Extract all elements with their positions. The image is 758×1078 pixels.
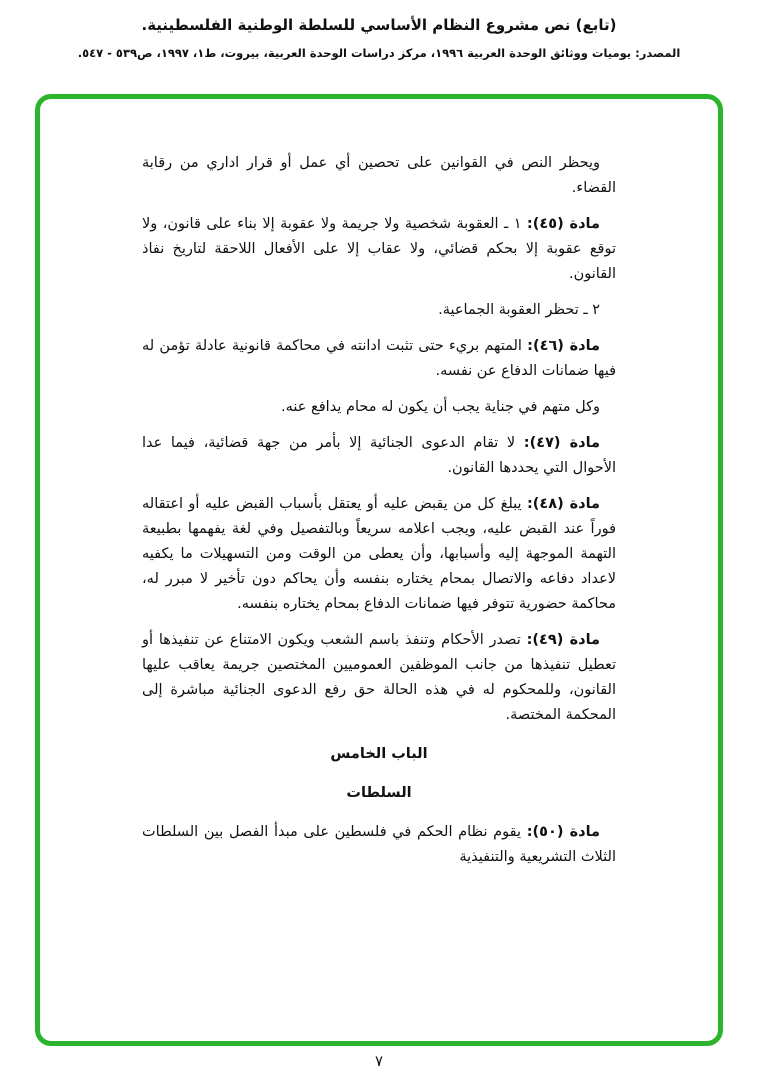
section-heading: السلطات bbox=[346, 785, 412, 801]
paragraph-text: لا تقام الدعوى الجنائية إلا بأمر من جهة قضائية، فيما عدا الأحوال التي يحددها القانون. bbox=[142, 435, 616, 476]
paragraph bbox=[142, 395, 616, 420]
document-body bbox=[40, 99, 718, 870]
article-number: مادة (٤٥): bbox=[526, 216, 600, 232]
paragraph-text: المتهم بريء حتى تثبت ادانته في محاكمة قانونية عادلة تؤمن له فيها ضمانات الدفاع عن نفسه. bbox=[142, 338, 616, 379]
paragraph bbox=[142, 212, 616, 287]
document-frame bbox=[35, 94, 723, 1046]
paragraph bbox=[142, 334, 616, 384]
document-title: (تابع) نص مشروع النظام الأساسي للسلطة الوطنية الفلسطينية. bbox=[141, 16, 617, 34]
document-source: المصدر: يوميات ووثائق الوحدة العربية ١٩٩٦، مركز دراسات الوحدة العربية، بيروت، ط١، ١٩٩٧، ص٥٣٩ - ٥٤٧. bbox=[77, 46, 681, 60]
article-number: مادة (٤٦): bbox=[527, 338, 600, 354]
paragraph bbox=[142, 820, 616, 870]
paragraph-text: تصدر الأحكام وتنفذ باسم الشعب ويكون الامتناع عن تنفيذها أو تعطيل تنفيذها من جانب الموظفين العموميين المختصين جريمة يعاقب عليها القانون، وللمحكوم له في هذه الحالة حق رفع الدعوى الجنائية مباشرة إلى المحكمة المختصة. bbox=[142, 632, 616, 723]
paragraph-text: ويحظر النص في القوانين على تحصين أي عمل أو قرار اداري من رقابة القضاء. bbox=[142, 155, 616, 196]
article-number: مادة (٤٨): bbox=[526, 496, 600, 512]
page-number: ٧ bbox=[374, 1052, 384, 1070]
paragraph bbox=[142, 431, 616, 481]
paragraph-text: ١ ـ العقوبة شخصية ولا جريمة ولا عقوبة إلا بناء على قانون، ولا توقع عقوبة إلا بحكم قضائي، ولا عقاب إلا على الأفعال اللاحقة لتاريخ نفاذ القانون. bbox=[142, 216, 616, 282]
paragraph bbox=[142, 151, 616, 201]
paragraph-text: يقوم نظام الحكم في فلسطين على مبدأ الفصل بين السلطات الثلاث التشريعية والتنفيذية bbox=[142, 824, 616, 865]
paragraph bbox=[142, 492, 616, 617]
article-number: مادة (٥٠): bbox=[526, 824, 600, 840]
article-number: مادة (٤٩): bbox=[526, 632, 601, 648]
page-header bbox=[0, 0, 758, 60]
paragraph bbox=[142, 628, 616, 728]
paragraph-text: ٢ ـ تحظر العقوبة الجماعية. bbox=[438, 302, 600, 318]
paragraph-text: يبلغ كل من يقبض عليه أو يعتقل بأسباب القبض عليه أو اعتقاله فوراً عند القبض عليه، ويجب اعلامه سريعاً وبالتفصيل وفي لغة يفهمها بطبيعة التهمة الموجهة إليه وأسبابها، وأن يعطى من الوقت ومن التسهيلات ما يكفيه لاعداد دفاعه والاتصال بمحام يختاره بنفسه وأن يحاكم دون تأخير لا مبرر له، محاكمة حضورية تتوفر فيها ضمانات الدفاع بمحام يختاره بنفسه. bbox=[142, 496, 616, 612]
paragraph bbox=[142, 298, 616, 323]
article-number: مادة (٤٧): bbox=[523, 435, 600, 451]
section-heading: الباب الخامس bbox=[330, 746, 428, 762]
paragraph-text: وكل متهم في جناية يجب أن يكون له محام يدافع عنه. bbox=[281, 399, 600, 415]
